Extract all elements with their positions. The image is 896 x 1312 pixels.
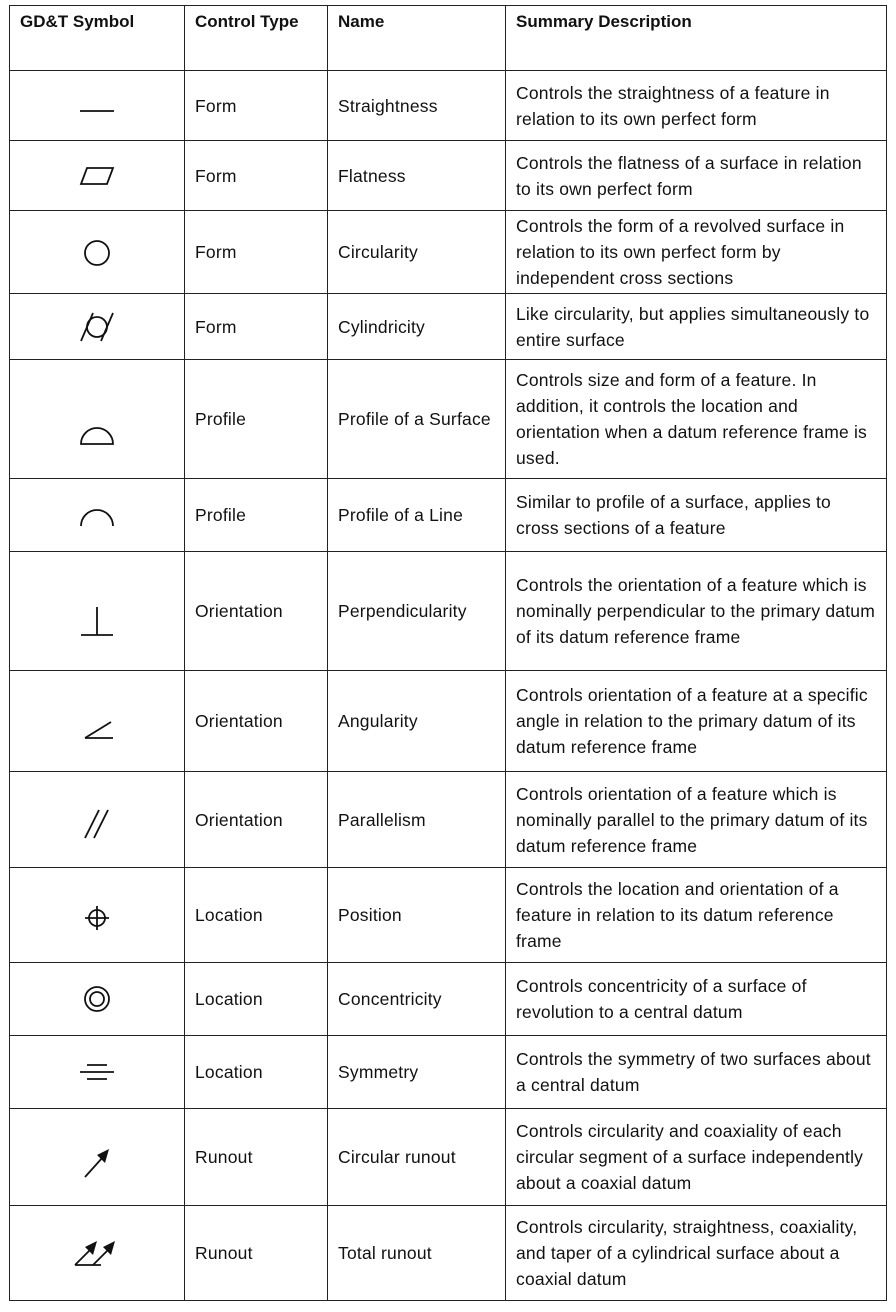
profile-of-surface-icon [77, 422, 117, 448]
name-cell: Profile of a Surface [328, 360, 506, 479]
angularity-icon [77, 716, 117, 746]
symbol-cell [10, 1036, 185, 1109]
description-cell: Controls concentricity of a surface of revolution to a central datum [506, 963, 887, 1036]
description-cell: Controls size and form of a feature. In addition, it controls the location and orientation when a datum reference frame is used. [506, 360, 887, 479]
name-cell: Cylindricity [328, 294, 506, 360]
symbol-cell [10, 141, 185, 211]
name-cell: Circular runout [328, 1109, 506, 1206]
description-cell: Controls the symmetry of two surfaces about a central datum [506, 1036, 887, 1109]
control-type-cell: Location [185, 963, 328, 1036]
header-summary-description: Summary Description [506, 6, 887, 71]
name-cell: Total runout [328, 1206, 506, 1301]
control-type-cell: Profile [185, 360, 328, 479]
table-row [10, 552, 887, 671]
position-icon [77, 902, 117, 934]
control-type-cell: Form [185, 141, 328, 211]
control-type-cell: Profile [185, 479, 328, 552]
header-row [10, 6, 887, 71]
header-name: Name [328, 6, 506, 71]
table-row [10, 772, 887, 868]
straightness-icon [77, 91, 117, 121]
name-cell: Straightness [328, 71, 506, 141]
control-type-cell: Orientation [185, 552, 328, 671]
table-row [10, 1206, 887, 1301]
symbol-cell [10, 868, 185, 963]
symbol-cell [10, 360, 185, 479]
description-cell: Controls the location and orientation of a feature in relation to its datum reference frame [506, 868, 887, 963]
symbol-cell [10, 71, 185, 141]
control-type-cell: Orientation [185, 671, 328, 772]
name-cell: Position [328, 868, 506, 963]
name-cell: Flatness [328, 141, 506, 211]
control-type-cell: Orientation [185, 772, 328, 868]
table-row [10, 211, 887, 294]
name-cell: Angularity [328, 671, 506, 772]
concentricity-icon [77, 983, 117, 1015]
header-control-type: Control Type [185, 6, 328, 71]
name-cell: Concentricity [328, 963, 506, 1036]
profile-of-line-icon [77, 500, 117, 530]
description-cell: Controls orientation of a feature which is nominally parallel to the primary datum of its datum reference frame [506, 772, 887, 868]
control-type-cell: Runout [185, 1206, 328, 1301]
name-cell: Profile of a Line [328, 479, 506, 552]
control-type-cell: Form [185, 211, 328, 294]
table-row [10, 360, 887, 479]
symbol-cell [10, 552, 185, 671]
description-cell: Controls the straightness of a feature in relation to its own perfect form [506, 71, 887, 141]
control-type-cell: Form [185, 71, 328, 141]
symbol-cell [10, 772, 185, 868]
parallelism-icon [77, 806, 117, 842]
table-row [10, 963, 887, 1036]
circularity-icon [77, 235, 117, 269]
symmetry-icon [75, 1057, 119, 1087]
flatness-icon [77, 161, 117, 191]
description-cell: Controls the form of a revolved surface in relation to its own perfect form by independent cross sections [506, 211, 887, 294]
description-cell: Similar to profile of a surface, applies to cross sections of a feature [506, 479, 887, 552]
description-cell: Controls circularity, straightness, coaxiality, and taper of a cylindrical surface about a coaxial datum [506, 1206, 887, 1301]
symbol-cell [10, 1206, 185, 1301]
name-cell: Parallelism [328, 772, 506, 868]
symbol-cell [10, 1109, 185, 1206]
name-cell: Perpendicularity [328, 552, 506, 671]
description-cell: Controls the flatness of a surface in relation to its own perfect form [506, 141, 887, 211]
description-cell: Controls the orientation of a feature which is nominally perpendicular to the primary datum of its datum reference frame [506, 552, 887, 671]
description-cell: Controls circularity and coaxiality of each circular segment of a surface independently about a coaxial datum [506, 1109, 887, 1206]
table-row [10, 671, 887, 772]
circular-runout-icon [77, 1145, 117, 1181]
control-type-cell: Form [185, 294, 328, 360]
name-cell: Circularity [328, 211, 506, 294]
symbol-cell [10, 211, 185, 294]
control-type-cell: Runout [185, 1109, 328, 1206]
gdt-symbol-table [9, 5, 887, 1301]
symbol-cell [10, 294, 185, 360]
total-runout-icon [71, 1235, 123, 1271]
table-row [10, 71, 887, 141]
symbol-cell [10, 479, 185, 552]
control-type-cell: Location [185, 1036, 328, 1109]
description-cell: Controls orientation of a feature at a specific angle in relation to the primary datum of its datum reference frame [506, 671, 887, 772]
symbol-cell [10, 963, 185, 1036]
table-row [10, 141, 887, 211]
cylindricity-icon [75, 309, 119, 345]
header-gdt-symbol: GD&T Symbol [10, 6, 185, 71]
table-row [10, 1109, 887, 1206]
control-type-cell: Location [185, 868, 328, 963]
description-cell: Like circularity, but applies simultaneously to entire surface [506, 294, 887, 360]
name-cell: Symmetry [328, 1036, 506, 1109]
symbol-cell [10, 671, 185, 772]
table-row [10, 479, 887, 552]
table-row [10, 1036, 887, 1109]
table-row [10, 868, 887, 963]
table-row [10, 294, 887, 360]
perpendicularity-icon [77, 601, 117, 641]
